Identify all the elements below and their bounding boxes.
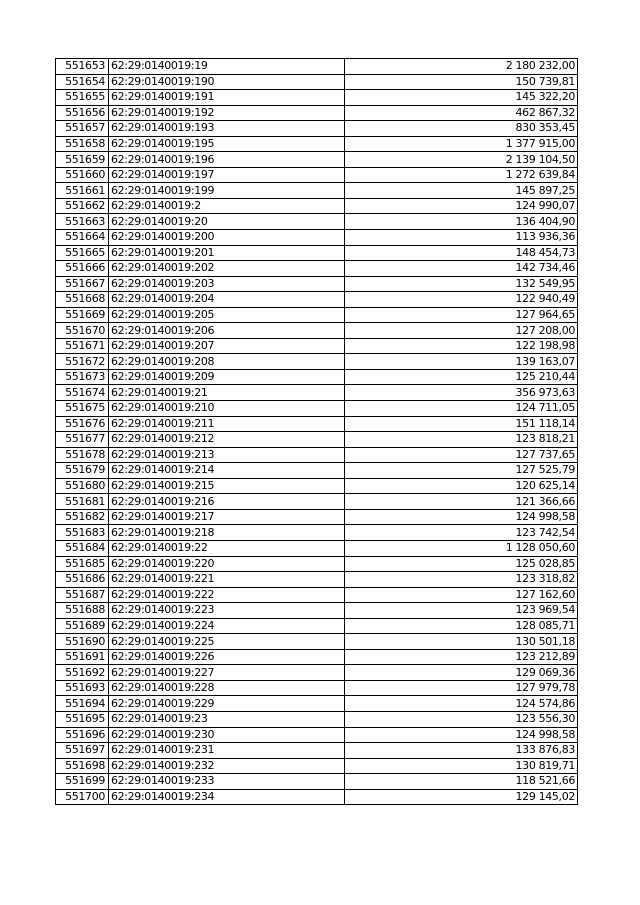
cadastral-value-cell: 122 198,98	[345, 338, 578, 354]
table-row	[56, 230, 578, 246]
row-number-cell: 551680	[56, 478, 109, 494]
row-number-cell: 551678	[56, 447, 109, 463]
cadastral-value-cell: 127 525,79	[345, 463, 578, 479]
table-row	[56, 323, 578, 339]
cadastral-value-cell: 132 549,95	[345, 276, 578, 292]
row-number-cell: 551668	[56, 292, 109, 308]
cadastral-value-cell: 462 867,32	[345, 105, 578, 121]
table-row	[56, 649, 578, 665]
table-row	[56, 540, 578, 556]
row-number-cell: 551692	[56, 665, 109, 681]
cadastral-value-cell: 2 139 104,50	[345, 152, 578, 168]
table-row	[56, 727, 578, 743]
cadastral-number-cell: 62:29:0140019:205	[109, 307, 345, 323]
row-number-cell: 551698	[56, 758, 109, 774]
row-number-cell: 551681	[56, 494, 109, 510]
cadastral-number-cell: 62:29:0140019:200	[109, 230, 345, 246]
cadastral-value-cell: 123 212,89	[345, 649, 578, 665]
cadastral-number-cell: 62:29:0140019:220	[109, 556, 345, 572]
cadastral-number-cell: 62:29:0140019:208	[109, 354, 345, 370]
cadastral-value-cell: 127 162,60	[345, 587, 578, 603]
cadastral-number-cell: 62:29:0140019:212	[109, 432, 345, 448]
row-number-cell: 551671	[56, 338, 109, 354]
table-row	[56, 261, 578, 277]
cadastral-value-cell: 2 180 232,00	[345, 59, 578, 75]
cadastral-number-cell: 62:29:0140019:203	[109, 276, 345, 292]
cadastral-number-cell: 62:29:0140019:23	[109, 711, 345, 727]
table-row	[56, 90, 578, 106]
cadastral-number-cell: 62:29:0140019:223	[109, 603, 345, 619]
cadastral-number-cell: 62:29:0140019:197	[109, 167, 345, 183]
cadastral-number-cell: 62:29:0140019:210	[109, 401, 345, 417]
table-row	[56, 307, 578, 323]
table-row	[56, 478, 578, 494]
cadastral-value-cell: 122 940,49	[345, 292, 578, 308]
row-number-cell: 551664	[56, 230, 109, 246]
cadastral-number-cell: 62:29:0140019:230	[109, 727, 345, 743]
table-row	[56, 74, 578, 90]
cadastral-value-cell: 129 069,36	[345, 665, 578, 681]
cadastral-value-cell: 145 897,25	[345, 183, 578, 199]
cadastral-number-cell: 62:29:0140019:206	[109, 323, 345, 339]
row-number-cell: 551673	[56, 369, 109, 385]
cadastral-value-cell: 150 739,81	[345, 74, 578, 90]
cadastral-value-cell: 133 876,83	[345, 743, 578, 759]
row-number-cell: 551656	[56, 105, 109, 121]
row-number-cell: 551685	[56, 556, 109, 572]
table-row	[56, 525, 578, 541]
cadastral-value-cell: 830 353,45	[345, 121, 578, 137]
cadastral-number-cell: 62:29:0140019:232	[109, 758, 345, 774]
table-body	[56, 59, 578, 805]
cadastral-number-cell: 62:29:0140019:229	[109, 696, 345, 712]
row-number-cell: 551659	[56, 152, 109, 168]
cadastral-value-cell: 113 936,36	[345, 230, 578, 246]
cadastral-number-cell: 62:29:0140019:204	[109, 292, 345, 308]
table-row	[56, 276, 578, 292]
row-number-cell: 551694	[56, 696, 109, 712]
cadastral-number-cell: 62:29:0140019:19	[109, 59, 345, 75]
cadastral-value-cell: 118 521,66	[345, 774, 578, 790]
cadastral-value-cell: 139 163,07	[345, 354, 578, 370]
cadastral-number-cell: 62:29:0140019:21	[109, 385, 345, 401]
cadastral-value-table	[55, 58, 578, 805]
cadastral-value-cell: 123 556,30	[345, 711, 578, 727]
table-row	[56, 572, 578, 588]
cadastral-value-cell: 148 454,73	[345, 245, 578, 261]
cadastral-number-cell: 62:29:0140019:214	[109, 463, 345, 479]
cadastral-number-cell: 62:29:0140019:201	[109, 245, 345, 261]
table-row	[56, 338, 578, 354]
row-number-cell: 551666	[56, 261, 109, 277]
row-number-cell: 551689	[56, 618, 109, 634]
cadastral-value-cell: 123 318,82	[345, 572, 578, 588]
row-number-cell: 551700	[56, 789, 109, 805]
cadastral-value-cell: 130 501,18	[345, 634, 578, 650]
table-row	[56, 105, 578, 121]
row-number-cell: 551684	[56, 540, 109, 556]
table-row	[56, 774, 578, 790]
table-row	[56, 463, 578, 479]
table-row	[56, 432, 578, 448]
cadastral-number-cell: 62:29:0140019:222	[109, 587, 345, 603]
table-row	[56, 696, 578, 712]
row-number-cell: 551657	[56, 121, 109, 137]
row-number-cell: 551683	[56, 525, 109, 541]
table-row	[56, 587, 578, 603]
row-number-cell: 551655	[56, 90, 109, 106]
table-row	[56, 198, 578, 214]
cadastral-value-cell: 127 208,00	[345, 323, 578, 339]
row-number-cell: 551695	[56, 711, 109, 727]
cadastral-number-cell: 62:29:0140019:22	[109, 540, 345, 556]
cadastral-number-cell: 62:29:0140019:202	[109, 261, 345, 277]
cadastral-number-cell: 62:29:0140019:225	[109, 634, 345, 650]
cadastral-number-cell: 62:29:0140019:2	[109, 198, 345, 214]
table-row	[56, 711, 578, 727]
row-number-cell: 551686	[56, 572, 109, 588]
cadastral-number-cell: 62:29:0140019:231	[109, 743, 345, 759]
row-number-cell: 551687	[56, 587, 109, 603]
row-number-cell: 551697	[56, 743, 109, 759]
cadastral-value-cell: 1 377 915,00	[345, 136, 578, 152]
row-number-cell: 551691	[56, 649, 109, 665]
cadastral-number-cell: 62:29:0140019:224	[109, 618, 345, 634]
cadastral-number-cell: 62:29:0140019:228	[109, 680, 345, 696]
row-number-cell: 551677	[56, 432, 109, 448]
row-number-cell: 551653	[56, 59, 109, 75]
cadastral-value-cell: 136 404,90	[345, 214, 578, 230]
cadastral-number-cell: 62:29:0140019:196	[109, 152, 345, 168]
table-row	[56, 603, 578, 619]
cadastral-value-cell: 124 574,86	[345, 696, 578, 712]
row-number-cell: 551672	[56, 354, 109, 370]
cadastral-number-cell: 62:29:0140019:234	[109, 789, 345, 805]
cadastral-number-cell: 62:29:0140019:209	[109, 369, 345, 385]
table-row	[56, 758, 578, 774]
cadastral-value-cell: 129 145,02	[345, 789, 578, 805]
row-number-cell: 551676	[56, 416, 109, 432]
cadastral-value-cell: 124 990,07	[345, 198, 578, 214]
cadastral-value-cell: 124 998,58	[345, 509, 578, 525]
cadastral-number-cell: 62:29:0140019:193	[109, 121, 345, 137]
table-row	[56, 680, 578, 696]
table-row	[56, 509, 578, 525]
row-number-cell: 551688	[56, 603, 109, 619]
cadastral-number-cell: 62:29:0140019:195	[109, 136, 345, 152]
row-number-cell: 551660	[56, 167, 109, 183]
cadastral-value-cell: 1 272 639,84	[345, 167, 578, 183]
cadastral-value-cell: 120 625,14	[345, 478, 578, 494]
cadastral-value-cell: 151 118,14	[345, 416, 578, 432]
table-row	[56, 743, 578, 759]
cadastral-value-cell: 356 973,63	[345, 385, 578, 401]
cadastral-number-cell: 62:29:0140019:215	[109, 478, 345, 494]
row-number-cell: 551682	[56, 509, 109, 525]
cadastral-value-cell: 127 964,65	[345, 307, 578, 323]
table-row	[56, 447, 578, 463]
cadastral-number-cell: 62:29:0140019:227	[109, 665, 345, 681]
table-row	[56, 59, 578, 75]
cadastral-value-cell: 123 818,21	[345, 432, 578, 448]
table-row	[56, 416, 578, 432]
row-number-cell: 551679	[56, 463, 109, 479]
cadastral-number-cell: 62:29:0140019:213	[109, 447, 345, 463]
row-number-cell: 551674	[56, 385, 109, 401]
cadastral-value-cell: 1 128 050,60	[345, 540, 578, 556]
cadastral-value-cell: 145 322,20	[345, 90, 578, 106]
cadastral-value-cell: 125 210,44	[345, 369, 578, 385]
row-number-cell: 551699	[56, 774, 109, 790]
cadastral-number-cell: 62:29:0140019:221	[109, 572, 345, 588]
table-row	[56, 354, 578, 370]
cadastral-number-cell: 62:29:0140019:211	[109, 416, 345, 432]
cadastral-value-cell: 124 998,58	[345, 727, 578, 743]
cadastral-value-cell: 123 969,54	[345, 603, 578, 619]
cadastral-value-cell: 127 979,78	[345, 680, 578, 696]
table-row	[56, 665, 578, 681]
cadastral-value-cell: 127 737,65	[345, 447, 578, 463]
table-row	[56, 214, 578, 230]
table-row	[56, 385, 578, 401]
row-number-cell: 551654	[56, 74, 109, 90]
cadastral-number-cell: 62:29:0140019:190	[109, 74, 345, 90]
cadastral-number-cell: 62:29:0140019:216	[109, 494, 345, 510]
cadastral-number-cell: 62:29:0140019:20	[109, 214, 345, 230]
table-row	[56, 369, 578, 385]
cadastral-number-cell: 62:29:0140019:207	[109, 338, 345, 354]
cadastral-number-cell: 62:29:0140019:192	[109, 105, 345, 121]
cadastral-number-cell: 62:29:0140019:199	[109, 183, 345, 199]
row-number-cell: 551661	[56, 183, 109, 199]
table-row	[56, 789, 578, 805]
table-row	[56, 152, 578, 168]
cadastral-number-cell: 62:29:0140019:217	[109, 509, 345, 525]
cadastral-value-cell: 142 734,46	[345, 261, 578, 277]
cadastral-value-cell: 128 085,71	[345, 618, 578, 634]
row-number-cell: 551662	[56, 198, 109, 214]
table-row	[56, 634, 578, 650]
cadastral-number-cell: 62:29:0140019:218	[109, 525, 345, 541]
cadastral-value-cell: 125 028,85	[345, 556, 578, 572]
row-number-cell: 551675	[56, 401, 109, 417]
row-number-cell: 551693	[56, 680, 109, 696]
table-row	[56, 618, 578, 634]
cadastral-value-cell: 121 366,66	[345, 494, 578, 510]
row-number-cell: 551658	[56, 136, 109, 152]
cadastral-value-cell: 124 711,05	[345, 401, 578, 417]
table-row	[56, 183, 578, 199]
table-row	[56, 494, 578, 510]
table-row	[56, 167, 578, 183]
row-number-cell: 551667	[56, 276, 109, 292]
table-row	[56, 136, 578, 152]
row-number-cell: 551669	[56, 307, 109, 323]
cadastral-value-cell: 123 742,54	[345, 525, 578, 541]
row-number-cell: 551665	[56, 245, 109, 261]
table-row	[56, 245, 578, 261]
table-row	[56, 121, 578, 137]
row-number-cell: 551670	[56, 323, 109, 339]
cadastral-number-cell: 62:29:0140019:191	[109, 90, 345, 106]
row-number-cell: 551663	[56, 214, 109, 230]
cadastral-value-cell: 130 819,71	[345, 758, 578, 774]
table-row	[56, 401, 578, 417]
table-row	[56, 556, 578, 572]
table-row	[56, 292, 578, 308]
cadastral-number-cell: 62:29:0140019:226	[109, 649, 345, 665]
row-number-cell: 551696	[56, 727, 109, 743]
cadastral-number-cell: 62:29:0140019:233	[109, 774, 345, 790]
row-number-cell: 551690	[56, 634, 109, 650]
